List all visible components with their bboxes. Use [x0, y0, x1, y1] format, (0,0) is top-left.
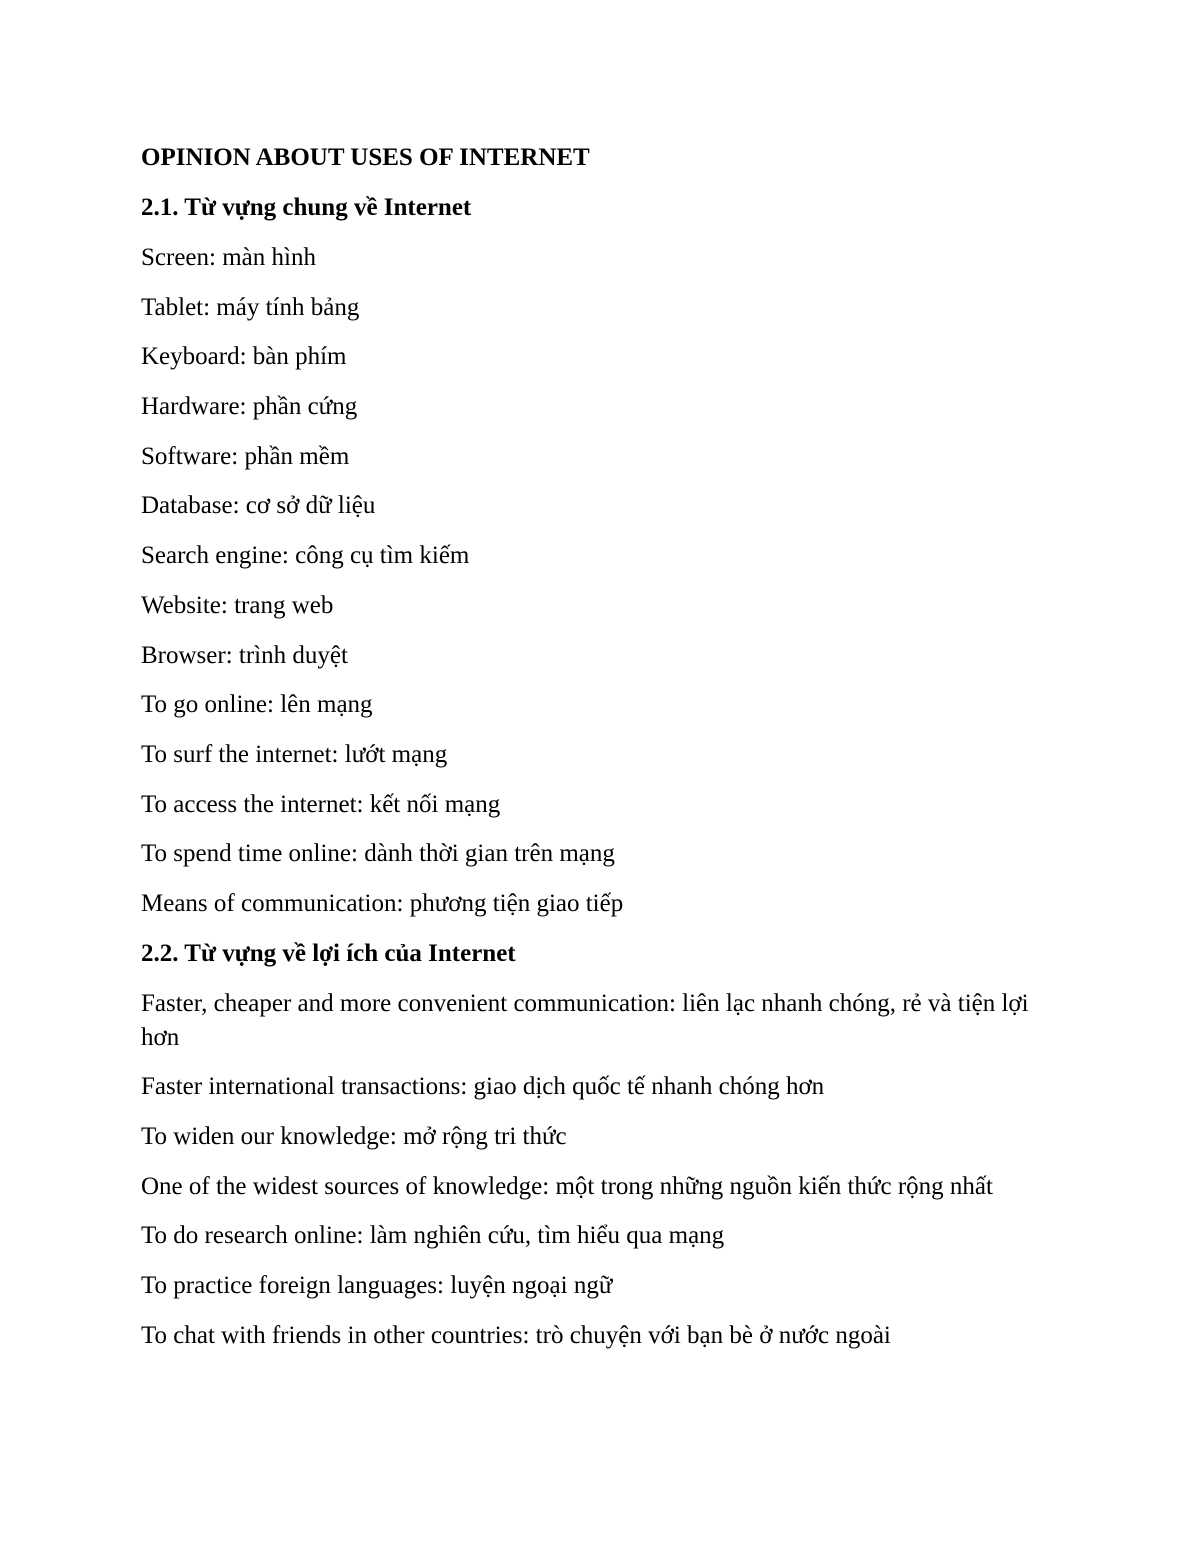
vocab-item: Faster international transactions: giao dịch quốc tế nhanh chóng hơn	[141, 1073, 825, 1101]
section-heading: 2.1. Từ vựng chung về Internet	[141, 194, 472, 221]
vocab-item: To do research online: làm nghiên cứu, tìm hiểu qua mạng	[141, 1222, 725, 1250]
vocab-item: Software: phần mềm	[141, 442, 350, 470]
vocab-item: To go online: lên mạng	[141, 691, 373, 719]
section-heading: 2.2. Từ vựng về lợi ích của Internet	[141, 939, 516, 967]
vocab-item: One of the widest sources of knowledge: một trong những nguồn kiến thức rộng nhất	[141, 1172, 993, 1200]
vocab-item: Browser: trình duyệt	[141, 641, 348, 669]
vocab-item: Means of communication: phương tiện giao tiếp	[141, 889, 624, 917]
vocab-item: To surf the internet: lướt mạng	[141, 740, 448, 768]
vocab-item: To spend time online: dành thời gian trên mạng	[141, 840, 615, 868]
section-internet-benefits	[141, 937, 1061, 1353]
vocab-item: Website: trang web	[141, 591, 334, 619]
document-body	[141, 141, 1061, 1368]
vocab-item: Screen: màn hình	[141, 244, 316, 271]
vocab-item: To chat with friends in other countries: trò chuyện với bạn bè ở nước ngoài	[141, 1321, 891, 1349]
vocab-item: To access the internet: kết nối mạng	[141, 790, 501, 818]
document-title: OPINION ABOUT USES OF INTERNET	[141, 144, 590, 171]
vocab-item: To practice foreign languages: luyện ngoại ngữ	[141, 1272, 613, 1300]
vocab-item: Faster, cheaper and more convenient communication: liên lạc nhanh chóng, rẻ và tiện lợi hơn	[141, 989, 1029, 1051]
vocab-item: Hardware: phần cứng	[141, 393, 358, 421]
vocab-item: Keyboard: bàn phím	[141, 343, 347, 371]
vocab-item: Database: cơ sở dữ liệu	[141, 492, 376, 520]
vocab-item: Search engine: công cụ tìm kiếm	[141, 542, 470, 570]
vocab-item: To widen our knowledge: mở rộng tri thức	[141, 1123, 567, 1150]
section-general-vocabulary	[141, 191, 1061, 921]
vocab-item: Tablet: máy tính bảng	[141, 293, 360, 321]
